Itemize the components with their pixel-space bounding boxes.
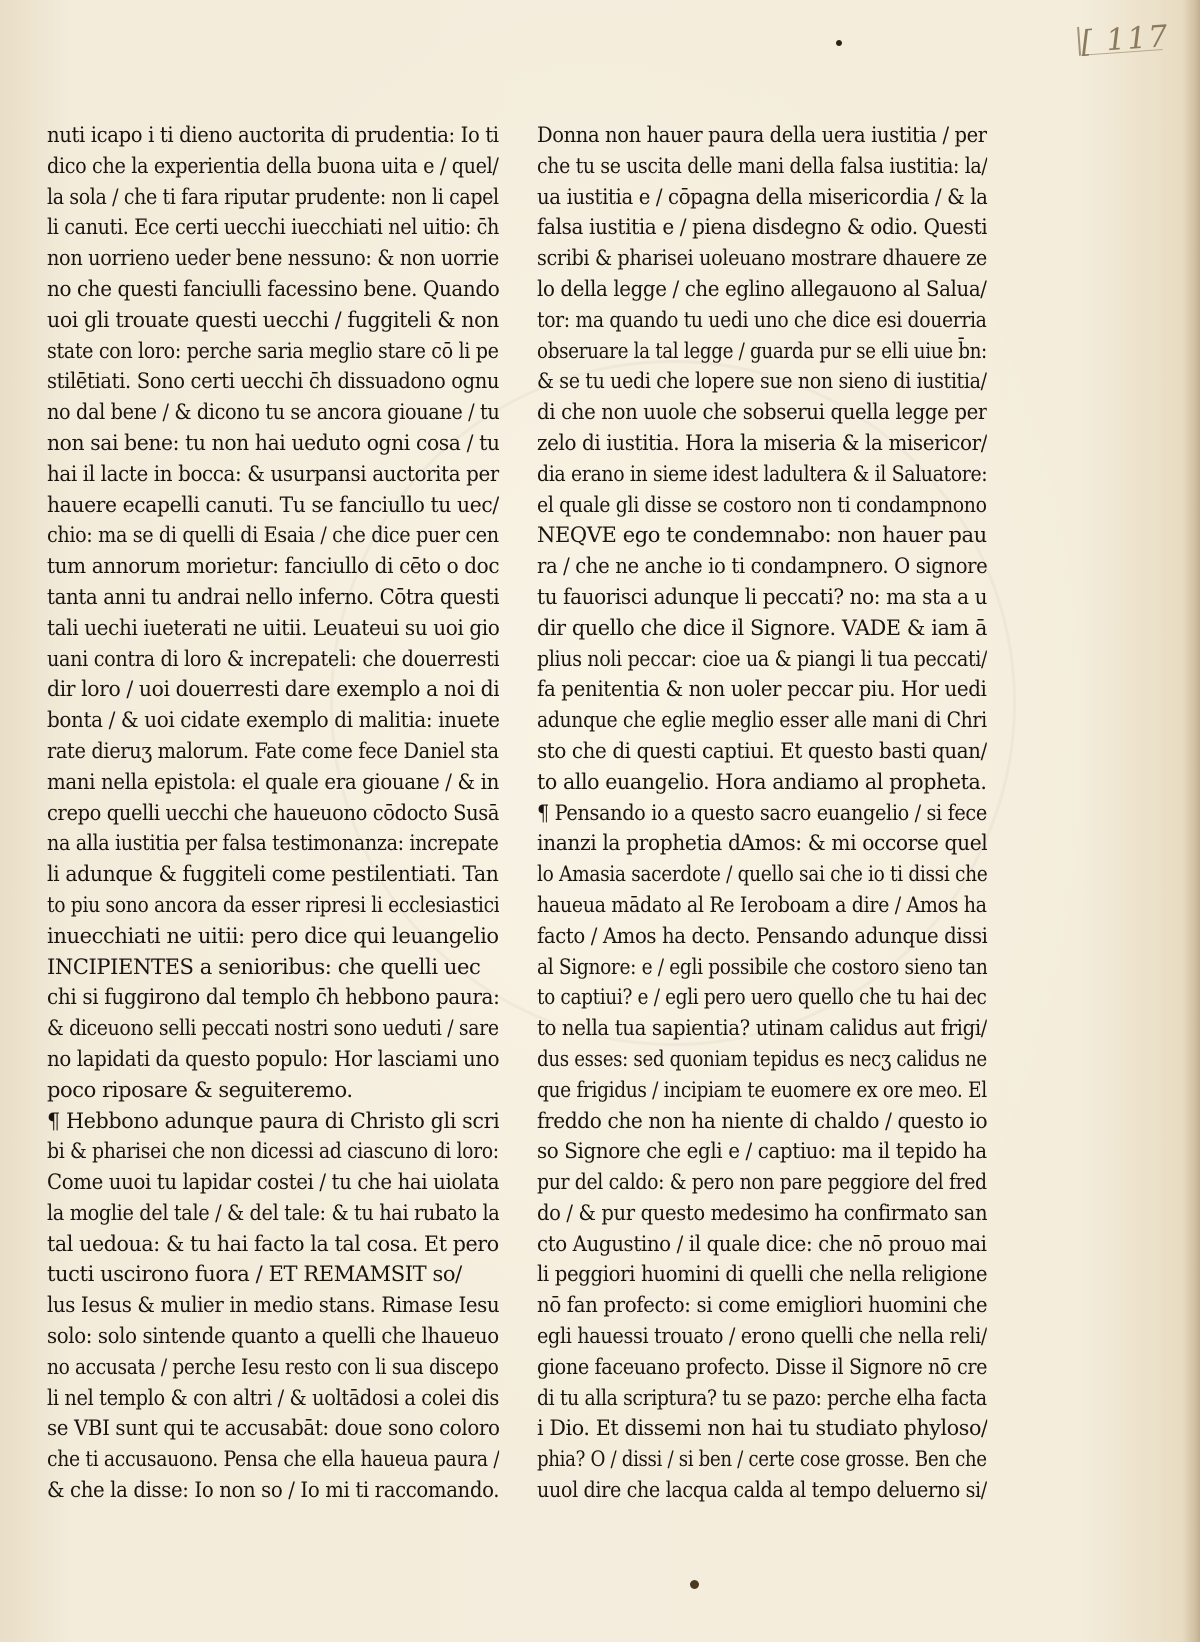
text-line: state con loro: perche saria meglio stare cō li pe [47,338,499,363]
text-line: que frigidus / incipiam te euomere ex ore meo. El [537,1077,987,1102]
left-text-column [47,120,499,1506]
text-line: tali uechi iueterati ne uitii. Leuateui su uoi gio [47,615,500,640]
text-line: tu fauorisci adunque li peccati? no: ma sta a u [537,584,987,609]
text-line: do / & pur questo medesimo ha confirmato san [537,1200,988,1225]
text-line: chi si fuggirono dal templo c̄h hebbono paura: [47,985,500,1010]
text-line: falsa iustitia e / piena disdegno & odio. Questi [537,215,987,240]
text-line: inuecchiati ne uitii: pero dice qui leuangelio [47,923,499,948]
text-line: ¶ Pensando io a questo sacro euangelio / si fece [537,800,987,825]
text-line: li canuti. Ece certi uecchi iuecchiati nel uitio: c̄h [47,215,499,240]
text-line: che ti accusauono. Pensa che ella haueua paura / [47,1447,500,1472]
text-line: no che questi fanciulli facessino bene. Quando [47,276,500,301]
text-line: crepo quelli uecchi che haueuono cōdocto Susā [47,800,499,825]
text-line: nuti icapo i ti dieno auctorita di prudentia: Io ti [47,123,499,147]
text-line: phia? O / dissi / si ben / certe cose grosse. Ben che [537,1447,987,1472]
text-line: dia erano in sieme idest ladultera & il Saluatore: [537,461,987,486]
text-line: dir loro / uoi douerresti dare exemplo a noi di [47,677,500,702]
text-line: uani contra di loro & increpateli: che douerresti [47,646,500,671]
text-line: & che la disse: Io non so / Io mi ti raccomando. [47,1478,500,1503]
text-line: nō fan profecto: si come emigliori huomini che [537,1293,987,1318]
text-line: no dal bene / & dicono tu se ancora giouane / tu [47,400,500,425]
text-line: dir quello che dice il Signore. VADE & iam ā [537,615,987,640]
text-line: non uorrieno ueder bene nessuno: & non uorrie [47,246,499,271]
text-line: bonta / & uoi cidate exemplo di malitia: inuete [47,708,500,733]
text-line: la moglie del tale / & del tale: & tu hai rubato la [47,1200,500,1225]
text-line: la sola / che ti fara riputar prudente: non li capel [47,184,499,209]
text-line: freddo che non ha niente di chaldo / questo io [537,1108,987,1133]
text-line: scribi & pharisei uoleuano mostrare dhauere ze [537,246,987,271]
text-line: pur del caldo: & pero non pare peggiore del fred [537,1170,987,1195]
text-line: ra / che ne anche io ti condampnero. O signore [537,554,988,579]
text-line: tucti uscirono fuora / ET REMAMSIT so/ [47,1262,462,1287]
text-line: Donna non hauer paura della uera iustitia / per [537,123,987,147]
text-line: di che non uuole che sobserui quella legge per [537,400,987,425]
text-line: na alla iustitia per falsa testimonanza: increpate [47,831,499,856]
text-line: haueua mādato al Re Ieroboam a dire / Amos ha [537,892,987,917]
text-line: tum annorum morietur: fanciullo di cēto o doc [47,554,500,579]
text-line: zelo di iustitia. Hora la miseria & la misericor/ [537,430,987,455]
text-line: li nel templo & con altri / & uoltādosi a colei dis [47,1385,499,1410]
text-line: dico che la experientia della buona uita e / quel/ [47,153,499,178]
text-line: fa penitentia & non uoler peccar piu. Hor uedi [537,677,987,702]
text-line: tor: ma quando tu uedi uno che dice esi douerria [537,307,987,332]
text-line: obseruare la tal legge / guarda pur se elli uiue b̄n: [537,338,987,363]
text-line: chio: ma se di quelli di Esaia / che dice puer cen [47,523,499,548]
text-line: li peggiori huomini di quelli che nella religione [537,1262,988,1287]
text-line: li adunque & fuggiteli come pestilentiati. Tan [47,862,499,887]
text-line: plius noli peccar: cioe ua & piangi li tua peccati/ [537,646,987,671]
text-line: uoi gli trouate questi uecchi / fuggiteli & non [47,307,499,332]
text-line: hauere ecapelli canuti. Tu se fanciullo tu uec/ [47,492,499,517]
text-line: el quale gli disse se costoro non ti condampnono [537,492,987,517]
text-line: INCIPIENTES a senioribus: che quelli uec [47,954,481,979]
text-line: al Signore: e / egli possibile che costoro sieno tan [537,954,988,979]
text-line: se VBI sunt qui te accusabāt: doue sono coloro [47,1416,500,1441]
ink-speck-top [836,40,842,46]
text-line: solo: solo sintende quanto a quelli che lhaueuo [47,1324,499,1349]
text-line: sto che di questi captiui. Et questo basti quan/ [537,738,987,763]
text-line: Come uuoi tu lapidar costei / tu che hai uiolata [47,1170,500,1195]
text-line: stilētiati. Sono certi uecchi c̄h dissuadono ognu [47,369,499,394]
text-line: no accusata / perche Iesu resto con li sua discepo [47,1354,499,1379]
text-line: adunque che eglie meglio esser alle mani di Chri [537,708,987,733]
text-line: cto Augustino / il quale dice: che nō prouo mai [537,1231,987,1256]
text-line: so Signore che egli e / captiuo: ma il tepido ha [537,1139,987,1164]
text-line: lo Amasia sacerdote / quello sai che io ti dissi che [537,862,988,887]
text-line: lo della legge / che eglino allegauono al Salua/ [537,276,987,301]
text-line: to captiui? e / egli pero uero quello che tu hai dec [537,985,987,1010]
text-line: lus Iesus & mulier in medio stans. Rimase Iesu [47,1293,500,1318]
text-line: gione faceuano profecto. Disse il Signore nō cre [537,1354,988,1379]
text-line: dus esses: sed quoniam tepidus es necʒ calidus ne [537,1046,987,1071]
text-line: tanta anni tu andrai nello inferno. Cōtra questi [47,584,500,609]
text-line: bi & pharisei che non dicessi ad ciascuno di loro: [47,1139,499,1164]
text-line: egli hauessi trouato / erono quelli che nella reli/ [537,1324,987,1349]
folio-number: [ 117 [1080,18,1172,61]
text-line: & diceuono selli peccati nostri sono ueduti / sare [47,1016,499,1041]
text-line: NEQVE ego te condemnabo: non hauer pau [537,523,987,548]
text-line: di tu alla scriptura? tu se pazo: perche elha facta [537,1385,987,1410]
page-edge-shadow [1182,0,1200,1642]
text-line: ¶ Hebbono adunque paura di Christo gli scri [47,1108,500,1133]
text-line: rate dieruʒ malorum. Fate come fece Daniel sta [47,738,499,763]
text-line: no lapidati da questo populo: Hor lasciami uno [47,1046,500,1071]
text-line: to allo euangelio. Hora andiamo al propheta. [537,769,987,794]
text-line: & se tu uedi che lopere sue non sieno di iustitia/ [537,369,987,394]
text-line: tal uedoua: & tu hai facto la tal cosa. Et pero [47,1231,499,1256]
text-line: inanzi la prophetia dAmos: & mi occorse quel [537,831,988,856]
text-line: mani nella epistola: el quale era giouane / & in [47,769,499,794]
text-line: uuol dire che lacqua calda al tempo deluerno si/ [537,1478,987,1503]
text-line: hai il lacte in bocca: & usurpansi auctorita per [47,461,499,486]
right-text-column [537,120,987,1506]
text-line: to nella tua sapientia? utinam calidus aut frigi/ [537,1016,987,1041]
text-line: non sai bene: tu non hai ueduto ogni cosa / tu [47,430,500,455]
text-line: poco riposare & seguiteremo. [47,1077,353,1102]
text-line: che tu se uscita delle mani della falsa iustitia: la/ [537,153,988,178]
ink-speck-bottom [690,1580,699,1589]
text-line: facto / Amos ha decto. Pensando adunque dissi [537,923,988,948]
text-line: to piu sono ancora da esser ripresi li ecclesiastici [47,892,499,917]
text-line: ua iustitia e / cōpagna della misericordia / & la [537,184,988,209]
text-line: i Dio. Et dissemi non hai tu studiato phyloso/ [537,1416,988,1441]
